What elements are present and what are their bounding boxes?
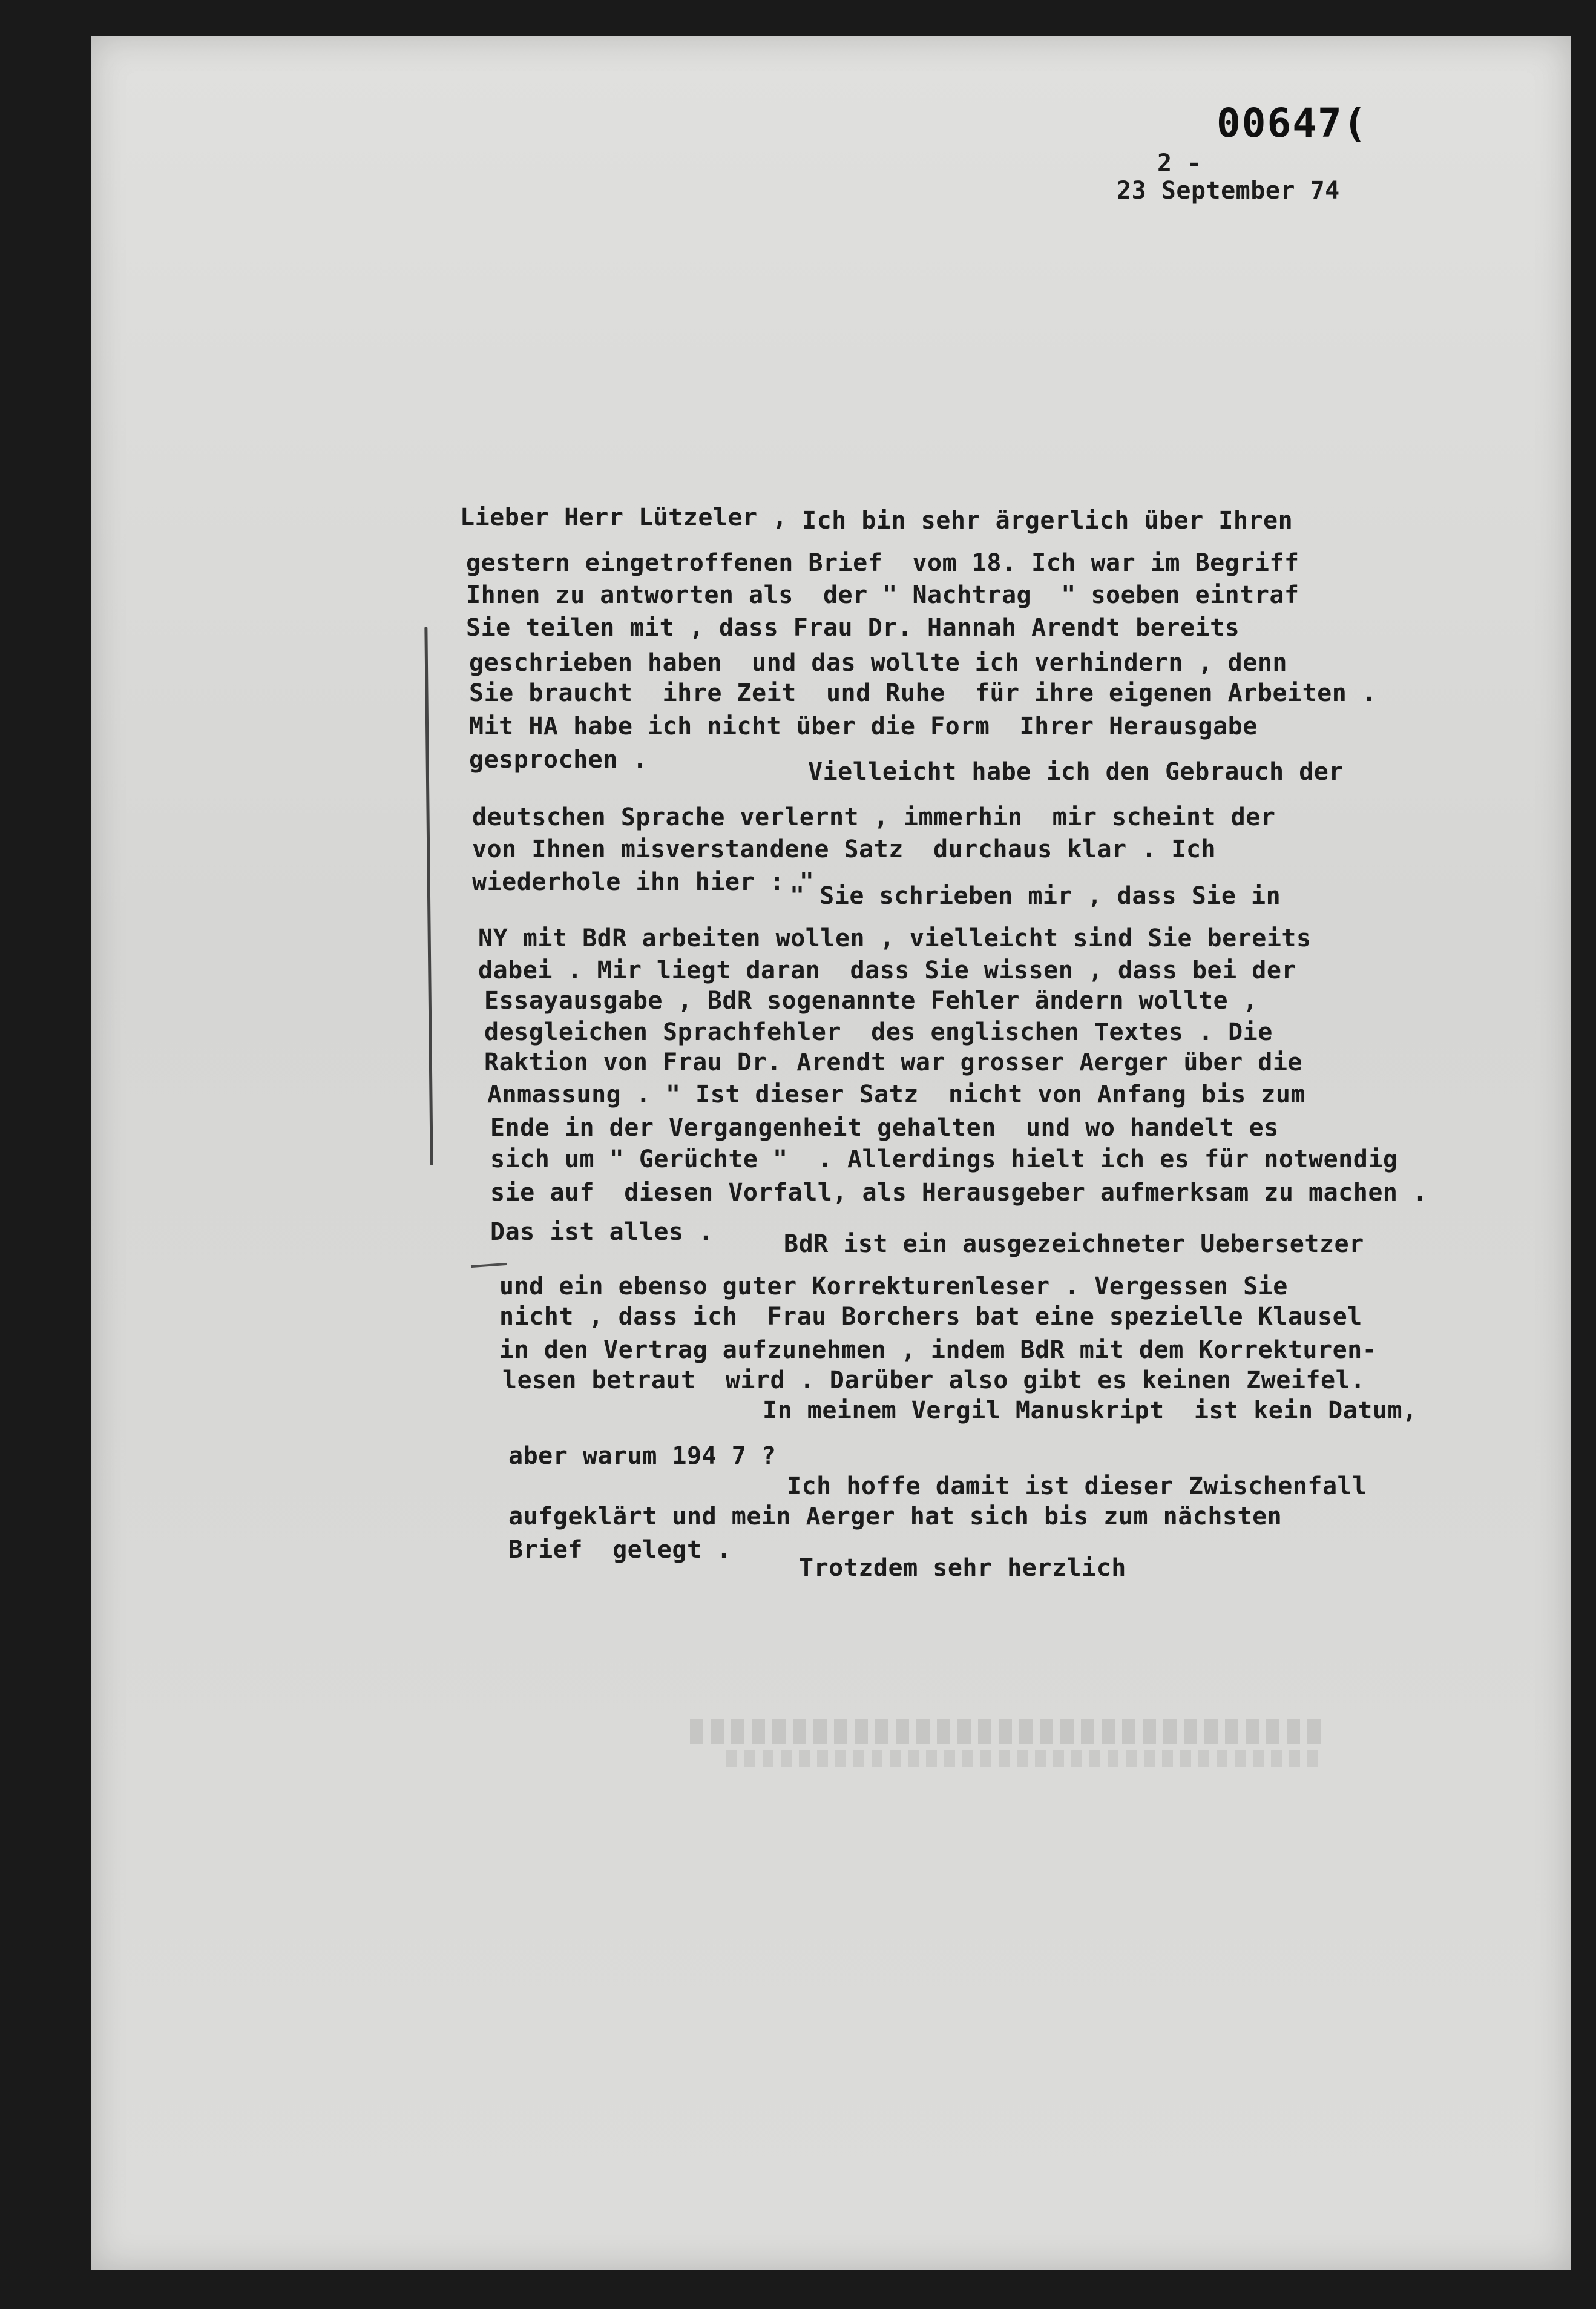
letter-line: NY mit BdR arbeiten wollen , vielleicht sind Sie bereits <box>478 924 1312 952</box>
letter-line: BdR ist ein ausgezeichneter Uebersetzer <box>784 1230 1364 1258</box>
closing: Trotzdem sehr herzlich <box>799 1554 1126 1582</box>
letter-line: nicht , dass ich Frau Borchers bat eine spezielle Klausel <box>499 1303 1362 1331</box>
letter-line: Anmassung . " Ist dieser Satz nicht von Anfang bis zum <box>487 1081 1306 1108</box>
letter-line: deutschen Sprache verlernt , immerhin mir scheint der <box>472 803 1276 831</box>
letter-line: Sie braucht ihre Zeit und Ruhe für ihre eigenen Arbeiten . <box>469 679 1377 707</box>
letter-line: Sie teilen mit , dass Frau Dr. Hannah Arendt bereits <box>466 614 1240 642</box>
letter-line: aber warum 194 7 ? <box>508 1442 777 1470</box>
letter-line: geschrieben haben und das wollte ich verhindern , denn <box>469 649 1288 677</box>
letter-line: aufgeklärt und mein Aerger hat sich bis zum nächsten <box>508 1503 1282 1530</box>
letter-line: sich um " Gerüchte " . Allerdings hielt ich es für notwendig <box>490 1145 1398 1173</box>
letter-line: Raktion von Frau Dr. Arendt war grosser Aerger über die <box>484 1049 1303 1076</box>
letter-line: Ende in der Vergangenheit gehalten und wo handelt es <box>490 1114 1279 1142</box>
letter-line: desgleichen Sprachfehler des englischen Textes . Die <box>484 1018 1273 1046</box>
letter-line: und ein ebenso guter Korrekturenleser . Vergessen Sie <box>499 1273 1288 1300</box>
letter-line: Brief gelegt . <box>508 1536 732 1564</box>
letter-line: gesprochen . <box>469 746 648 774</box>
bleed-through-text <box>690 1719 1325 1744</box>
letter-line: gestern eingetroffenen Brief vom 18. Ich war im Begriff <box>466 549 1299 577</box>
bleed-through-text <box>726 1750 1319 1767</box>
letter-line: lesen betraut wird . Darüber also gibt es keinen Zweifel. <box>502 1366 1365 1394</box>
letter-line: in den Vertrag aufzunehmen , indem BdR mit dem Korrekturen- <box>499 1336 1378 1364</box>
letter-line: Das ist alles . <box>490 1218 714 1246</box>
letter-date: 23 September 74 <box>1117 177 1340 205</box>
letter-line: wiederhole ihn hier : " <box>472 868 815 896</box>
page-marker: 2 - <box>1157 150 1202 177</box>
letter-line: Ich hoffe damit ist dieser Zwischenfall <box>787 1472 1367 1500</box>
letter-line: Vielleicht habe ich den Gebrauch der <box>808 758 1344 786</box>
letter-line: Mit HA habe ich nicht über die Form Ihrer Herausgabe <box>469 713 1258 740</box>
letter-line: In meinem Vergil Manuskript ist kein Datum, <box>763 1397 1417 1425</box>
letter-line: Ihnen zu antworten als der " Nachtrag " soeben eintraf <box>466 581 1299 609</box>
letter-line: Essayausgabe , BdR sogenannte Fehler ändern wollte , <box>484 987 1258 1015</box>
letter-line: dabei . Mir liegt daran dass Sie wissen , dass bei der <box>478 957 1297 984</box>
salutation: Lieber Herr Lützeler , <box>460 504 787 532</box>
letter-line: von Ihnen misverstandene Satz durchaus klar . Ich <box>472 835 1217 863</box>
letter-line: sie auf diesen Vorfall, als Herausgeber aufmerksam zu machen . <box>490 1179 1428 1207</box>
letter-line: Ich bin sehr ärgerlich über Ihren <box>802 507 1293 535</box>
archive-number: 00647( <box>1217 100 1368 147</box>
letter-line: " Sie schrieben mir , dass Sie in <box>790 882 1281 910</box>
